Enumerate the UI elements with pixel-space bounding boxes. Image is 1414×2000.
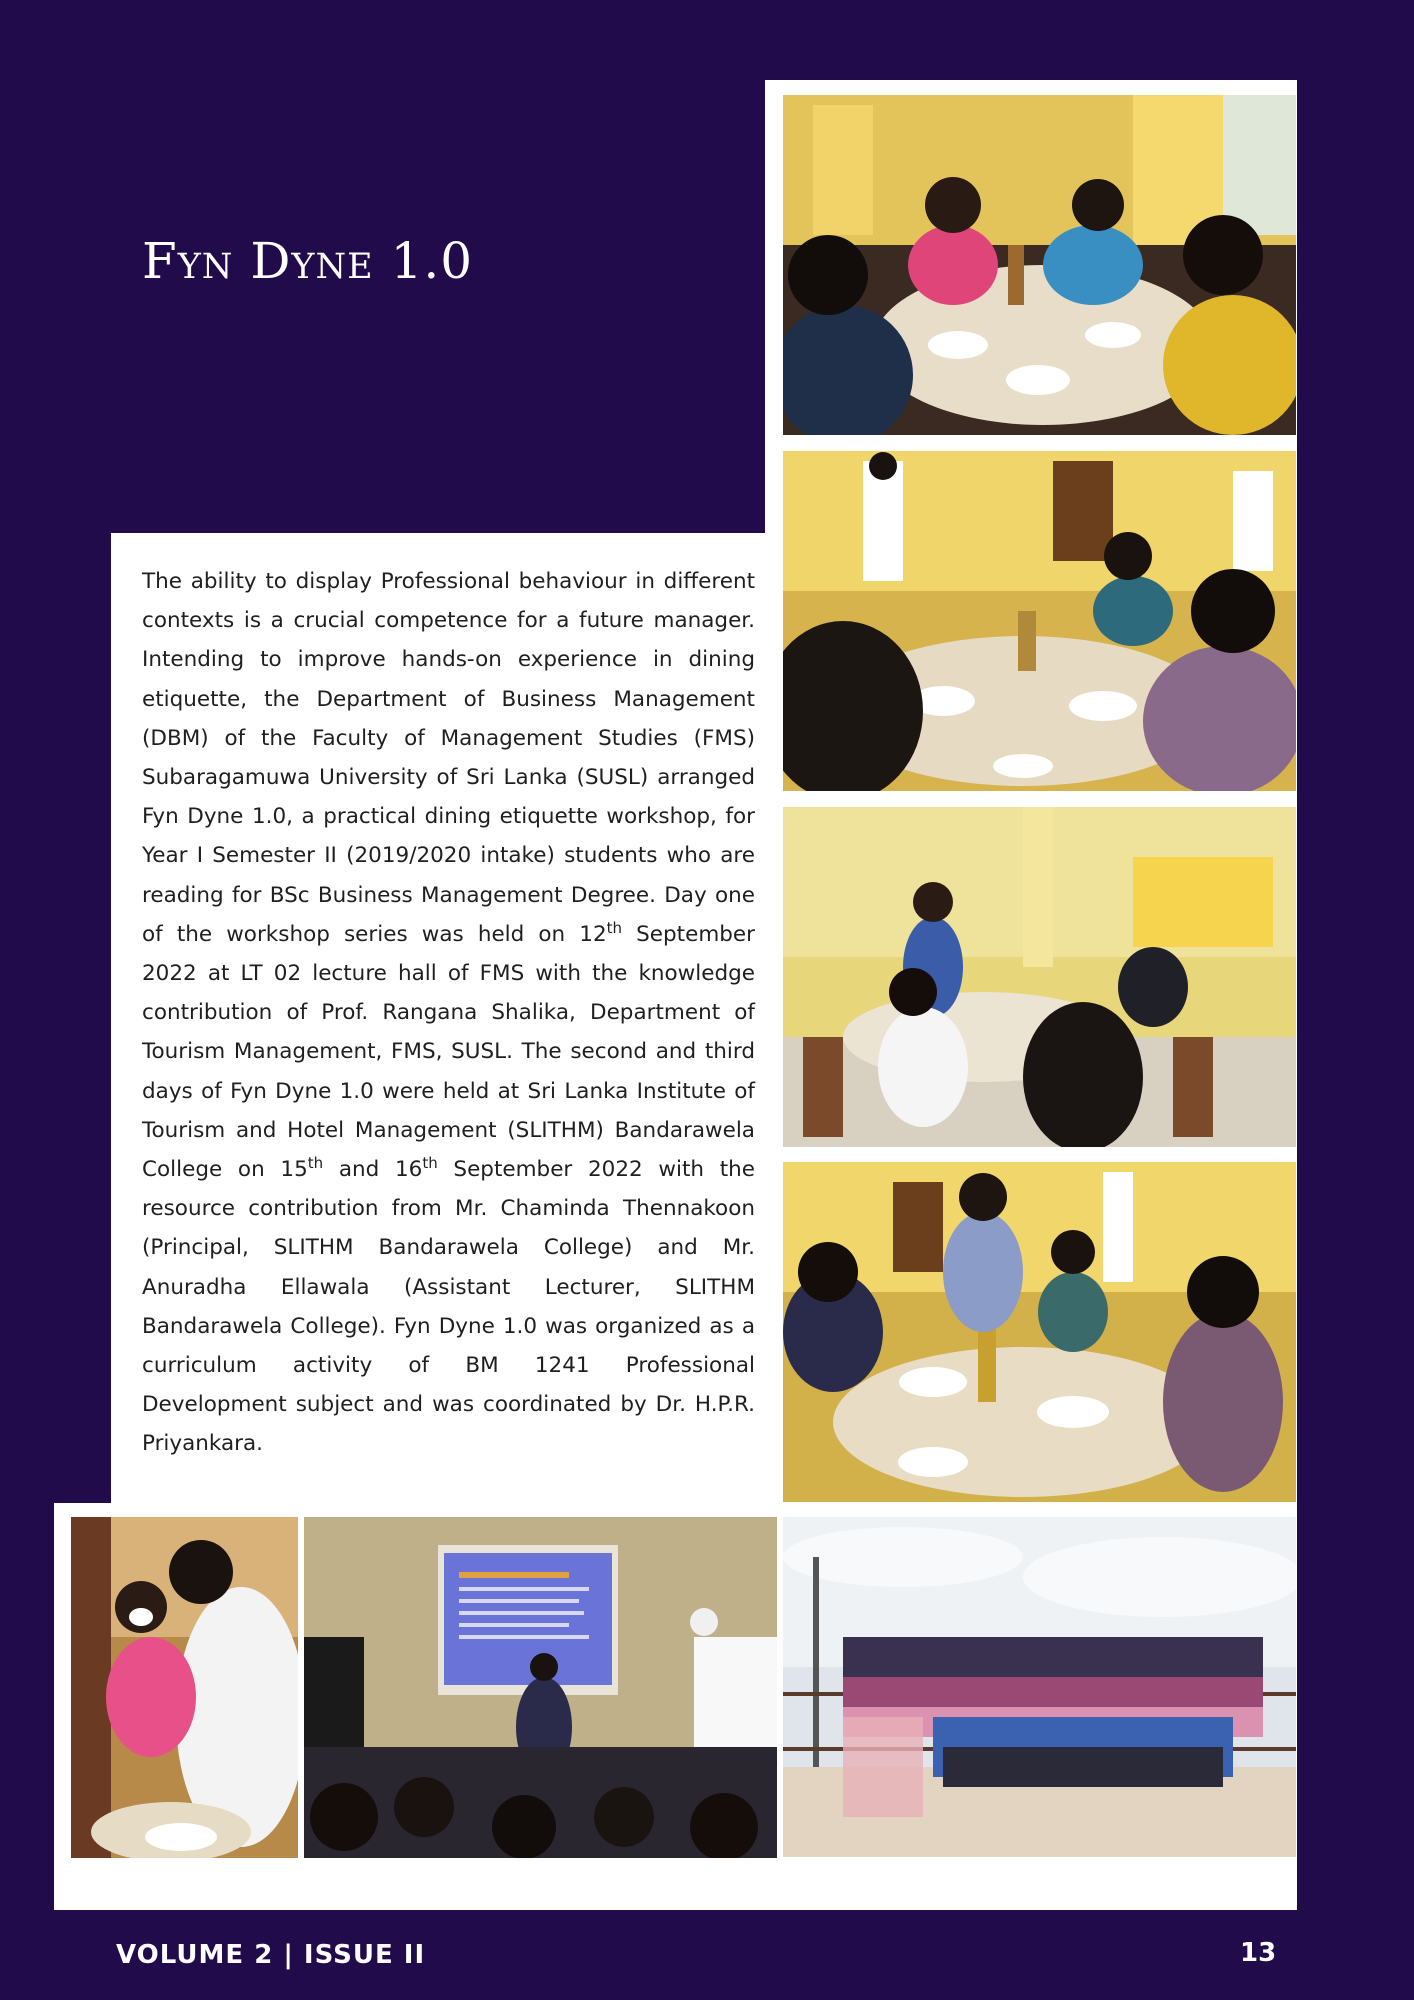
- footer-volume-issue: VOLUME 2 | ISSUE II: [116, 1940, 426, 1970]
- photo-group: [783, 1517, 1296, 1857]
- photo-dining-table-2: [783, 451, 1296, 791]
- article-text-part-4: September 2022 with the resource contribution from Mr. Chaminda Thennakoon (Principal, SLITHM Bandarawela College) and Mr. Anuradha Ellawala (Assistant Lecturer, SLITHM Bandarawela College). Fyn Dyne 1.0 was organized as a curriculum activity of BM 1241 Professional Development subject and was coordinated by Dr. H.P.R. Priyankara.: [142, 1157, 755, 1457]
- photo-dining-table-1: [783, 95, 1296, 435]
- article-body: [142, 562, 755, 1464]
- photo-lecture-hall: [304, 1517, 777, 1858]
- page-title: Fyn Dyne 1.0: [142, 232, 474, 290]
- ordinal-suffix: th: [307, 1153, 324, 1172]
- photo-demonstration-at-table: [783, 1162, 1296, 1502]
- article-text-part-1: The ability to display Professional behaviour in different contexts is a crucial competence for a future manager. Intending to improve hands-on experience in dining etiquette, the Department of Business Management (DBM) of the Faculty of Management Studies (FMS) Subaragamuwa University of Sri Lanka (SUSL) arranged Fyn Dyne 1.0, a practical dining etiquette workshop, for Year I Semester II (2019/2020 intake) students who are reading for BSc Business Management Degree. Day one of the workshop series was held on 12: [142, 569, 755, 947]
- photo-cutlery-demonstration: [71, 1517, 298, 1858]
- article-text-part-3: and 16: [323, 1157, 423, 1183]
- ordinal-suffix: th: [606, 918, 623, 937]
- photo-dining-hall: [783, 807, 1296, 1147]
- ordinal-suffix: th: [422, 1153, 438, 1172]
- article-text-part-2: September 2022 at LT 02 lecture hall of FMS with the knowledge contribution of Prof. Rangana Shalika, Department of Tourism Management, FMS, SUSL. The second and third days of Fyn Dyne 1.0 were held at Sri Lanka Institute of Tourism and Hotel Management (SLITHM) Bandarawela College on 15: [142, 921, 755, 1183]
- page-number: 13: [1240, 1938, 1277, 1968]
